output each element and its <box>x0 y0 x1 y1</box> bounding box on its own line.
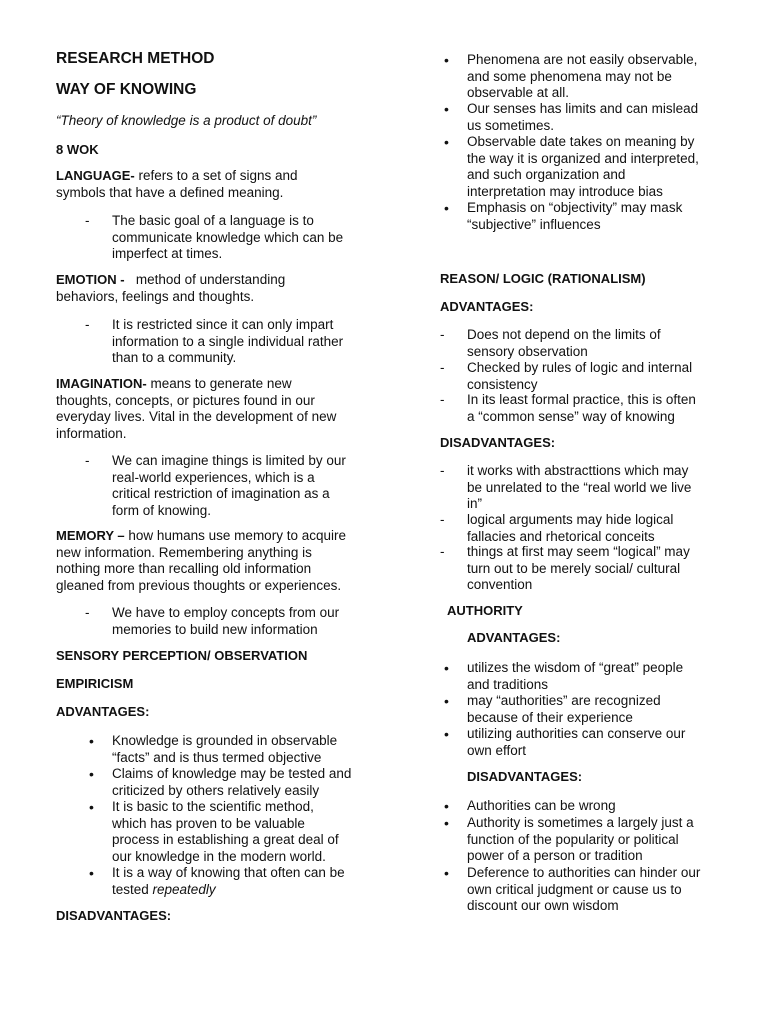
dash-marker: - <box>440 360 445 375</box>
quote: “Theory of knowledge is a product of doubt” <box>56 113 317 128</box>
list-item <box>444 200 729 233</box>
list-item <box>444 798 729 815</box>
dash-marker: - <box>440 463 445 478</box>
memory-paragraph <box>56 528 376 594</box>
list-line: things at first may seem “logical” may <box>467 544 690 559</box>
list-item <box>444 660 729 693</box>
list-line: and such organization and <box>467 167 626 182</box>
dash-marker: - <box>85 317 90 332</box>
empiricism-heading: EMPIRICISM <box>56 676 134 691</box>
list-line: logical arguments may hide logical <box>467 512 674 527</box>
list-line: than to a community. <box>112 350 237 365</box>
authority-heading: AUTHORITY <box>447 603 523 618</box>
language-term: LANGUAGE- <box>56 168 135 183</box>
memory-def-line: nothing more than recalling old information <box>56 561 312 576</box>
list-line: be unrelated to the “real world we live <box>467 479 692 495</box>
list-line: utilizes the wisdom of “great” people <box>467 660 684 675</box>
memory-def-line: how humans use memory to acquire <box>124 528 346 543</box>
document-title: RESEARCH METHOD <box>56 50 215 67</box>
list-line: It is a way of knowing that often can be <box>112 865 345 880</box>
list-line: discount our own wisdom <box>467 898 619 913</box>
list-line: own critical judgment or cause us to <box>467 881 682 897</box>
emotion-paragraph <box>56 272 366 305</box>
imagination-def-line: means to generate new <box>146 376 292 391</box>
list-item <box>89 766 362 799</box>
disadvantages-heading: DISADVANTAGES: <box>467 769 583 784</box>
emphasis-text: repeatedly <box>152 881 216 897</box>
list-line: because of their experience <box>467 709 633 725</box>
list-line: tested <box>112 881 153 897</box>
bullet-marker: • <box>89 766 94 782</box>
list-line: observable at all. <box>467 85 570 100</box>
list-item <box>440 463 729 513</box>
list-line: Emphasis on “objectivity” may mask <box>467 200 683 215</box>
list-line: Phenomena are not easily observable, <box>467 52 698 67</box>
list-line: Knowledge is grounded in observable <box>112 733 338 748</box>
dash-marker: - <box>440 392 445 407</box>
list-item <box>89 733 362 766</box>
bullet-marker: • <box>444 798 449 814</box>
bullet-marker: • <box>444 660 449 676</box>
imagination-term: IMAGINATION- <box>56 376 147 391</box>
memory-def-line: new information. Remembering anything is <box>56 544 312 560</box>
sensory-heading: SENSORY PERCEPTION/ OBSERVATION <box>56 648 308 663</box>
list-line: Deference to authorities can hinder our <box>467 865 701 880</box>
bullet-marker: • <box>444 693 449 709</box>
list-item <box>440 327 729 360</box>
language-def-line: symbols that have a defined meaning. <box>56 184 284 200</box>
list-item <box>444 815 729 865</box>
list-item <box>85 213 362 263</box>
list-line: turn out to be merely social/ cultural <box>467 560 681 576</box>
list-line: It is restricted since it can only impart <box>112 317 334 332</box>
dash-marker: - <box>85 213 90 228</box>
memory-def-line: gleaned from previous thoughts or experiences. <box>56 577 342 593</box>
list-item <box>85 605 362 638</box>
list-line: memories to build new information <box>112 621 318 637</box>
bullet-marker: • <box>89 733 94 749</box>
dash-marker: - <box>85 605 90 620</box>
bullet-marker: • <box>89 865 94 881</box>
bullet-marker: • <box>444 52 449 68</box>
list-item <box>89 799 362 865</box>
list-line: It is basic to the scientific method, <box>112 799 314 814</box>
list-item <box>440 360 729 393</box>
list-item <box>440 544 729 594</box>
list-line: Authorities can be wrong <box>467 798 616 813</box>
list-item <box>89 865 362 898</box>
list-line: Observable date takes on meaning by <box>467 134 695 149</box>
list-line: We have to employ concepts from our <box>112 605 340 620</box>
list-item <box>444 134 729 200</box>
list-line: sensory observation <box>467 343 588 359</box>
list-item <box>444 726 729 759</box>
list-line: critical restriction of imagination as a <box>112 486 330 501</box>
emotion-def-line: behaviors, feelings and thoughts. <box>56 288 255 304</box>
list-item <box>444 865 729 915</box>
list-item <box>85 317 362 367</box>
list-line: process in establishing a great deal of <box>112 832 339 847</box>
list-line: function of the popularity or political <box>467 831 679 847</box>
bullet-marker: • <box>444 726 449 742</box>
bullet-marker: • <box>444 200 449 216</box>
list-line: Claims of knowledge may be tested and <box>112 766 352 781</box>
wok-heading: 8 WOK <box>56 142 99 157</box>
emotion-term: EMOTION - <box>56 272 125 287</box>
list-line: information to a single individual rather <box>112 333 344 349</box>
list-line: utilizing authorities can conserve our <box>467 726 686 741</box>
list-line: our knowledge in the modern world. <box>112 848 326 864</box>
list-line: The basic goal of a language is to <box>112 213 314 228</box>
bullet-marker: • <box>444 865 449 881</box>
reason-heading: REASON/ LOGIC (RATIONALISM) <box>440 271 646 286</box>
list-line: Checked by rules of logic and internal <box>467 360 693 375</box>
list-line: and some phenomena may not be <box>467 68 672 84</box>
dash-marker: - <box>440 544 445 559</box>
list-line: consistency <box>467 376 538 392</box>
list-line: “facts” and is thus termed objective <box>112 749 322 765</box>
bullet-marker: • <box>444 101 449 117</box>
advantages-heading: ADVANTAGES: <box>440 299 534 314</box>
list-line: Does not depend on the limits of <box>467 327 661 342</box>
document-subtitle: WAY OF KNOWING <box>56 81 197 98</box>
list-line: imperfect at times. <box>112 246 223 261</box>
list-line: the way it is organized and interpreted, <box>467 150 699 166</box>
list-line: and traditions <box>467 676 549 692</box>
disadvantages-heading: DISADVANTAGES: <box>440 435 556 450</box>
bullet-marker: • <box>444 815 449 831</box>
dash-marker: - <box>85 453 90 468</box>
imagination-def-line: information. <box>56 425 127 441</box>
list-line: form of knowing. <box>112 502 212 518</box>
list-line: criticized by others relatively easily <box>112 782 320 798</box>
list-line: power of a person or tradition <box>467 848 643 863</box>
list-line: may “authorities” are recognized <box>467 693 661 708</box>
list-line: us sometimes. <box>467 117 555 133</box>
imagination-def-line: everyday lives. Vital in the development of new <box>56 409 337 424</box>
list-item <box>444 101 729 134</box>
list-line: We can imagine things is limited by our <box>112 453 346 468</box>
disadvantages-heading: DISADVANTAGES: <box>56 908 172 923</box>
advantages-heading: ADVANTAGES: <box>56 704 150 719</box>
list-line: it works with abstracttions which may <box>467 463 689 478</box>
list-item <box>444 693 729 726</box>
language-def-line: refers to a set of signs and <box>134 168 298 183</box>
dash-marker: - <box>440 512 445 527</box>
imagination-def-line: thoughts, concepts, or pictures found in our <box>56 392 315 408</box>
list-item <box>85 453 362 519</box>
list-line: a “common sense” way of knowing <box>467 408 675 424</box>
list-line: which has proven to be valuable <box>112 815 305 831</box>
emotion-def-line: method of understanding <box>124 272 286 287</box>
list-line: own effort <box>467 742 527 758</box>
list-item <box>444 52 729 102</box>
list-line: communicate knowledge which can be <box>112 229 344 245</box>
list-line: Authority is sometimes a largely just a <box>467 815 694 830</box>
bullet-marker: • <box>89 799 94 815</box>
list-line: in” <box>467 496 483 511</box>
list-line: convention <box>467 577 533 592</box>
list-line: interpretation may introduce bias <box>467 183 663 199</box>
list-item <box>440 392 729 425</box>
advantages-heading: ADVANTAGES: <box>467 630 561 645</box>
list-line: fallacies and rhetorical conceits <box>467 528 655 544</box>
list-line: real-world experiences, which is a <box>112 469 315 485</box>
dash-marker: - <box>440 327 445 342</box>
bullet-marker: • <box>444 134 449 150</box>
list-line: “subjective” influences <box>467 216 601 232</box>
memory-term: MEMORY – <box>56 528 125 543</box>
list-item <box>440 512 729 545</box>
list-line: Our senses has limits and can mislead <box>467 101 699 116</box>
list-line: In its least formal practice, this is often <box>467 392 696 407</box>
language-paragraph <box>56 168 366 201</box>
imagination-paragraph <box>56 376 376 442</box>
